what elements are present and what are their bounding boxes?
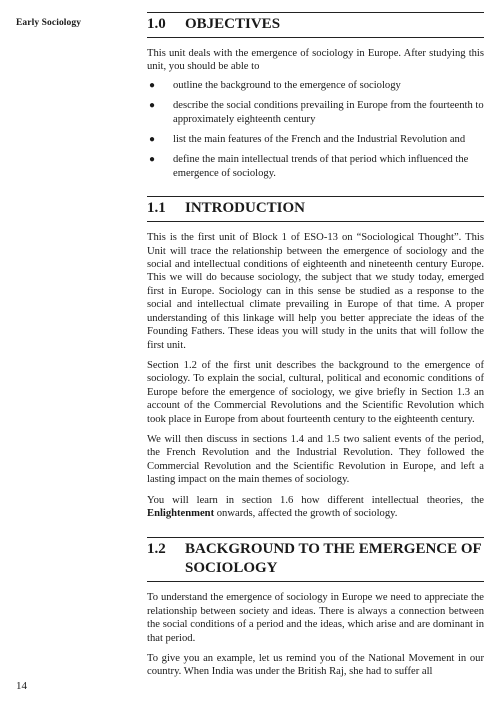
background-paragraph-1: To understand the emergence of sociology in Europe we need to appreciate the relationship between society and ideas. There is always a connection between the social conditions of a period and the ideas, which arise and are dominant in that period. — [147, 592, 484, 644]
section-number: 1.1 — [147, 200, 166, 217]
list-item: ● describe the social conditions prevailing in Europe from the fourteenth to approximately eighteenth century — [149, 100, 484, 125]
list-item: ● outline the background to the emergence of sociology — [149, 79, 401, 91]
page-number: 14 — [16, 680, 27, 692]
bullet-icon: ● — [149, 79, 156, 91]
section-title: BACKGROUND TO THE EMERGENCE OF SOCIOLOGY — [185, 541, 482, 577]
page-content — [147, 12, 484, 679]
bullet-icon: ● — [149, 134, 156, 146]
bullet-icon: ● — [149, 100, 156, 112]
enlightenment-term: Enlightenment — [147, 507, 215, 519]
introduction-paragraph-1: This is the first unit of Block 1 of ESO-13 on “Sociological Thought”. This Unit will trace the relationship between the emergence of sociology and the social and intellectual conditions of eighteenth and nineteenth century Europe. This we will do because sociology, the subject that we study today, emerged first in Europe. Sociology can in this sense be studied as a response to the social and intellectual climate prevailing in Europe of that time. A proper understanding of this linkage will help you better appreciate the ideas of the Founding Fathers. These ideas you will study in the units that will follow the first unit. — [147, 232, 484, 351]
objectives-list — [147, 79, 484, 180]
section-title: INTRODUCTION — [185, 200, 306, 217]
section-title: OBJECTIVES — [185, 16, 281, 32]
running-head: Early Sociology — [16, 18, 82, 28]
list-item: ● define the main intellectual trends of that period which influenced the emergence of sociology. — [149, 154, 469, 179]
section-heading-objectives — [147, 12, 484, 38]
background-paragraph-2: To give you an example, let us remind you of the National Movement in our country. When India was under the British Raj, she had to suffer all — [147, 653, 484, 678]
bullet-icon: ● — [149, 154, 156, 166]
introduction-paragraph-4: You will learn in section 1.6 how different intellectual theories, the Enlightenment onwards, affected the growth of sociology. — [147, 494, 484, 519]
introduction-paragraph-2: Section 1.2 of the first unit describes the background to the emergence of sociology. To explain the social, cultural, political and economic conditions of Europe before the emergence of sociology, we give briefly in Section 1.3 an account of the Commercial Revolutions and the Scientific Revolution which took place in Europe from about fourteenth century to the eighteenth century. — [147, 359, 484, 425]
section-heading-introduction — [147, 196, 484, 222]
objectives-intro: This unit deals with the emergence of sociology in Europe. After studying this unit, you should be able to — [147, 48, 484, 73]
section-number: 1.0 — [147, 16, 166, 32]
section-heading-background — [147, 537, 484, 582]
list-item: ● list the main features of the French and the Industrial Revolution and — [149, 134, 466, 146]
section-number: 1.2 — [147, 541, 166, 558]
introduction-paragraph-3: We will then discuss in sections 1.4 and 1.5 two salient events of the period, the French Revolution and the Industrial Revolution. They followed the Commercial Revolution and the Scientific Revolution in Europe, and left a lasting impact on the main themes of sociology. — [147, 433, 484, 486]
